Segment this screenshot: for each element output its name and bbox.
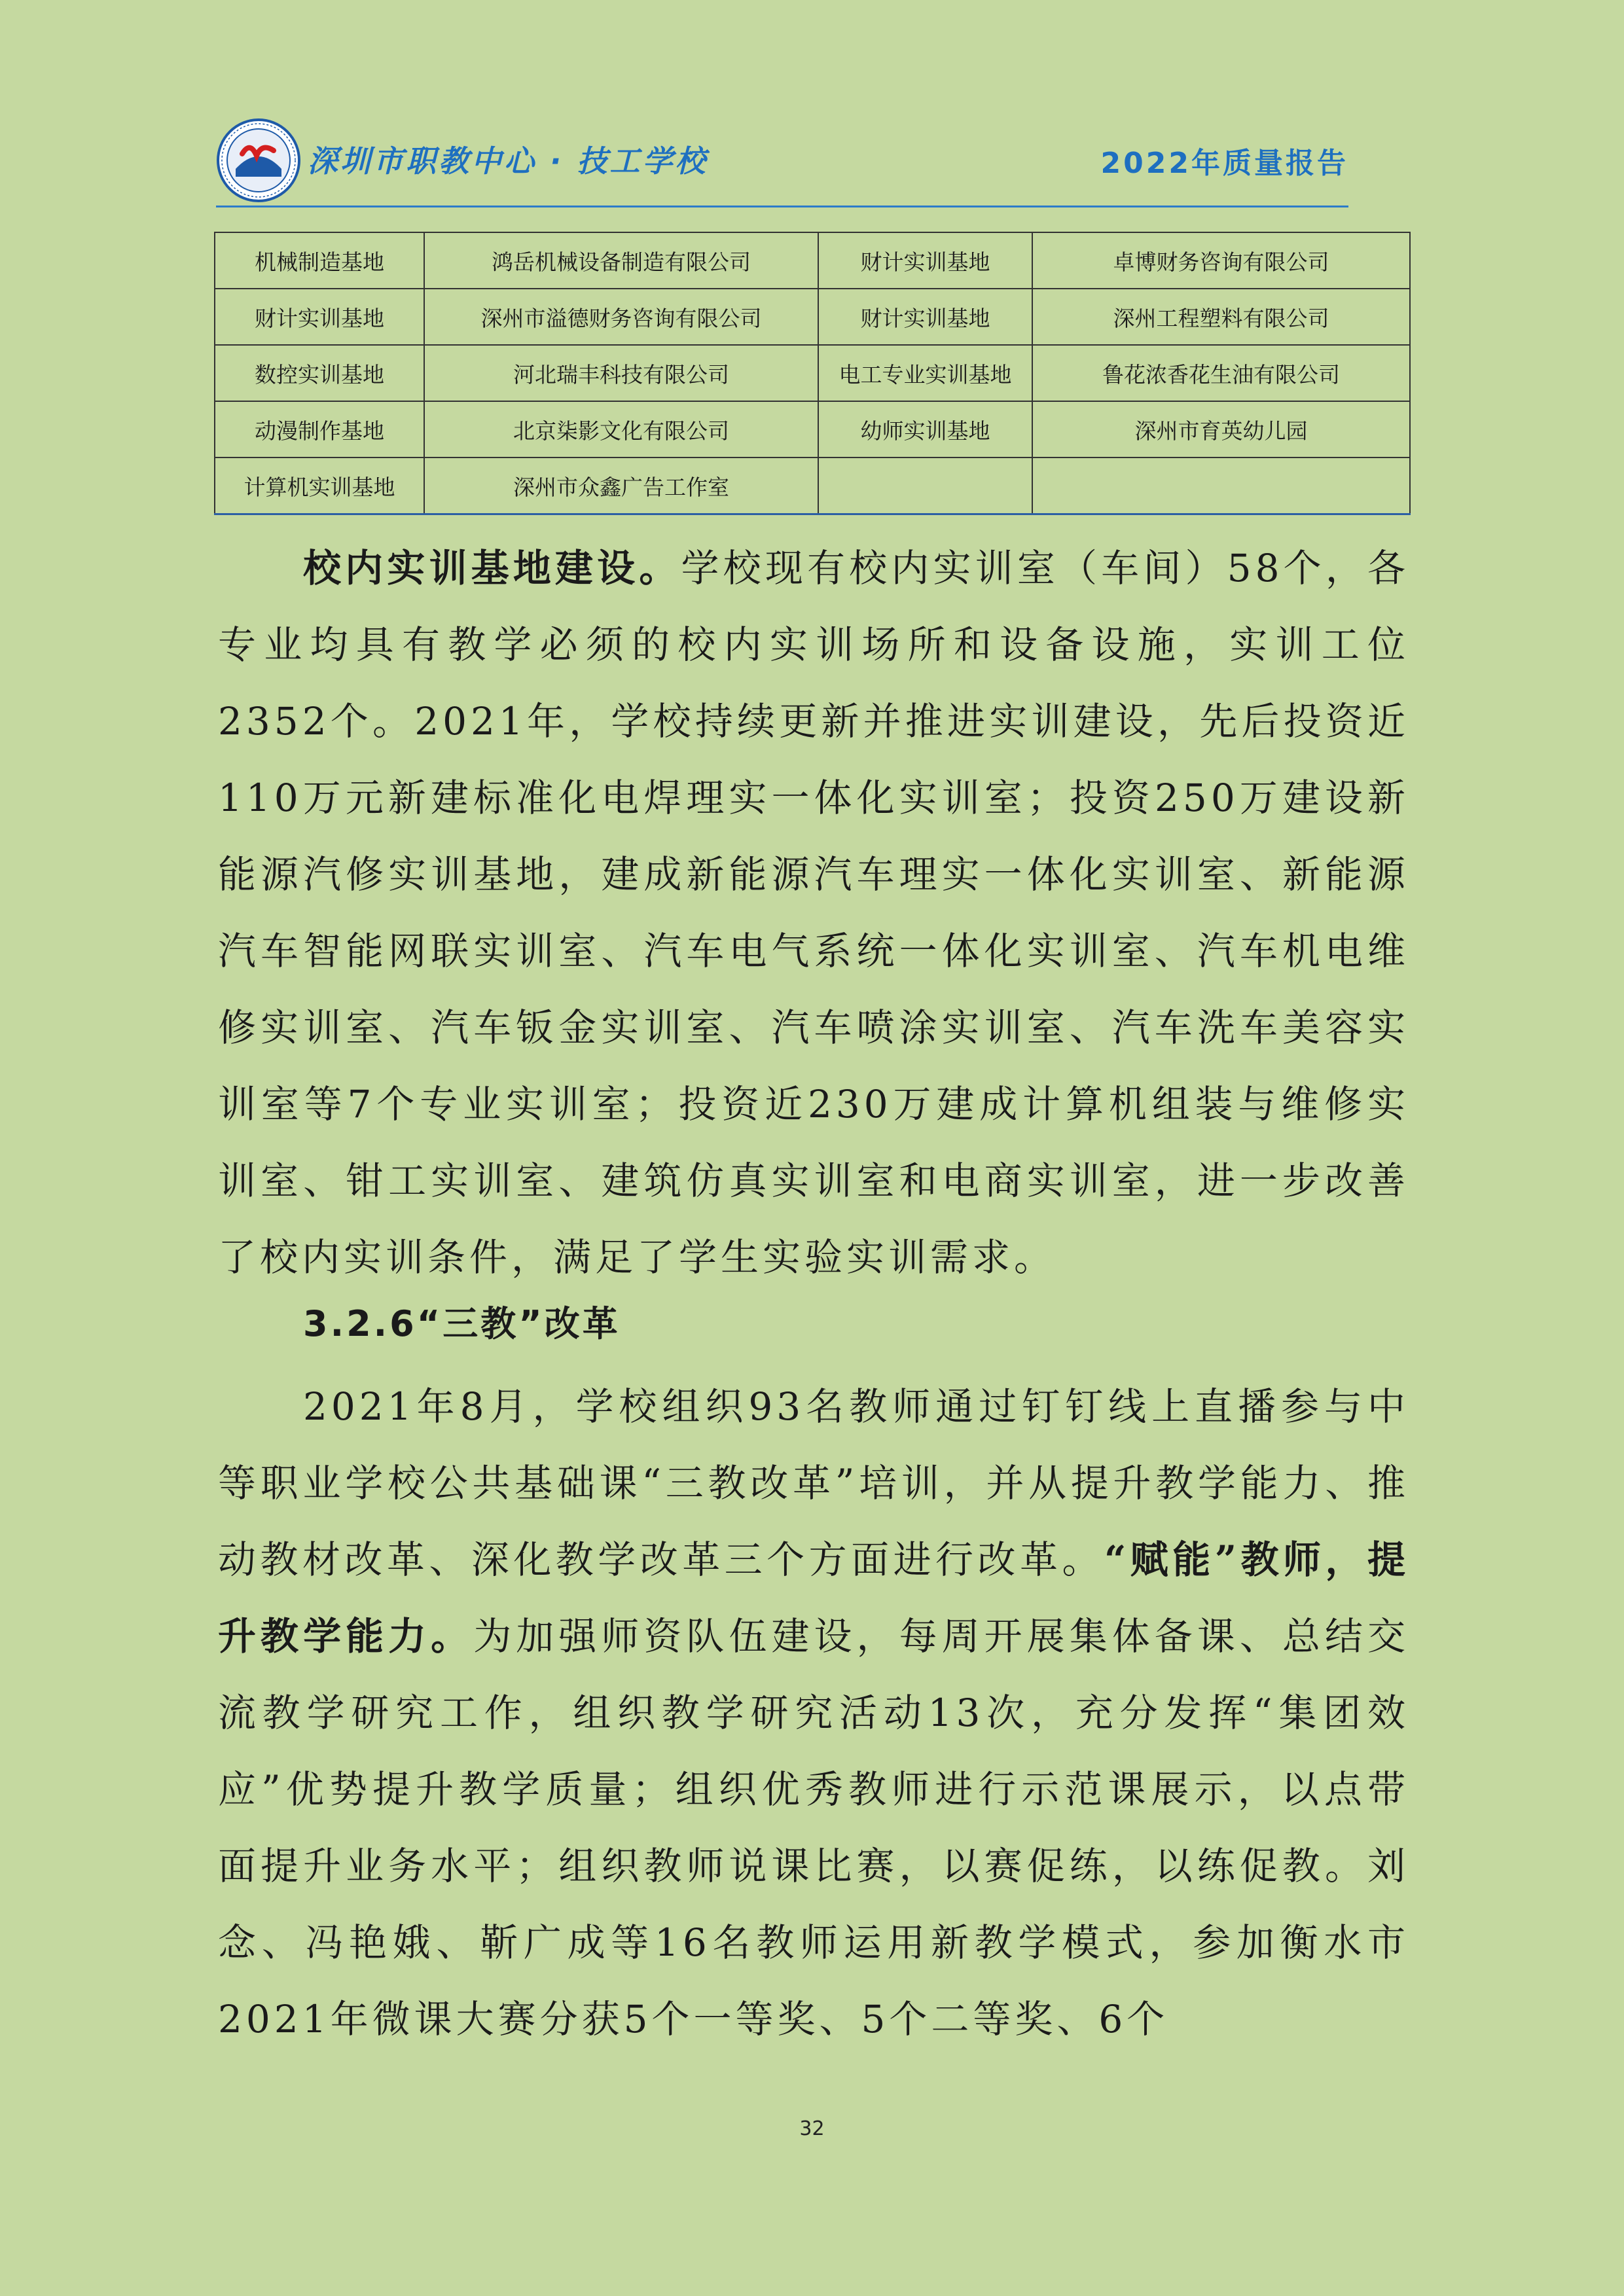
paragraph-body: 2021年8月，学校组织93名教师通过钉钉线上直播参与中等职业学校公共基础课“三教改革”培训，并从提升教学能力、推动教材改革、深化教学改革三个方面进行改革。 [218,1384,1409,1582]
table-cell: 北京柒影文化有限公司 [424,401,818,457]
paragraph-bold-phrase: “赋能”教师，提升教学能力。 [218,1537,1409,1659]
paragraph-training-bases [218,530,1409,1296]
table-row [215,289,1410,345]
table-cell [1032,457,1410,514]
paragraph-body-continued: 为加强师资队伍建设，每周开展集体备课、总结交流教学研究工作，组织教学研究活动13次，充分发挥“集团效应”优势提升教学质量；组织优秀教师进行示范课展示，以点带面提升业务水平；组织教师说课比赛，以赛促练，以练促教。刘念、冯艳娥、靳广成等16名教师运用新教学模式，参加衡水市2021年微课大赛分获5个一等奖、5个二等奖、6个 [218,1614,1409,2041]
school-emblem-logo [216,118,301,203]
table-cell: 计算机实训基地 [215,457,424,514]
paragraph-lead: 校内实训基地建设。 [303,546,681,590]
page-header [216,115,1348,209]
paragraph-body: 学校现有校内实训室（车间）58个，各专业均具有教学必须的校内实训场所和设备设施，实训工位2352个。2021年，学校持续更新并推进实训建设，先后投资近110万元新建标准化电焊理实一体化实训室；投资250万建设新能源汽修实训基地，建成新能源汽车理实一体化实训室、新能源汽车智能网联实训室、汽车电气系统一体化实训室、汽车机电维修实训室、汽车钣金实训室、汽车喷涂实训室、汽车洗车美容实训室等7个专业实训室；投资近230万建成计算机组装与维修实训室、钳工实训室、建筑仿真实训室和电商实训室，进一步改善了校内实训条件，满足了学生实验实训需求。 [218,546,1409,1280]
table-cell: 动漫制作基地 [215,401,424,457]
table-cell: 幼师实训基地 [818,401,1032,457]
table-cell: 鲁花浓香花生油有限公司 [1032,345,1410,401]
table-row [215,345,1410,401]
table-cell: 财计实训基地 [818,232,1032,289]
table-cell: 深州市育英幼儿园 [1032,401,1410,457]
paragraph-three-reforms [218,1369,1409,2058]
section-heading: 3.2.6“三教”改革 [303,1303,621,1344]
table-cell: 卓博财务咨询有限公司 [1032,232,1410,289]
training-base-table [214,232,1411,515]
report-title: 2022年质量报告 [1100,147,1348,180]
header-divider [216,206,1348,207]
table-row [215,401,1410,457]
table-cell: 鸿岳机械设备制造有限公司 [424,232,818,289]
table-cell: 深州市溢德财务咨询有限公司 [424,289,818,345]
table-cell: 数控实训基地 [215,345,424,401]
table-cell: 电工专业实训基地 [818,345,1032,401]
page-number: 32 [799,2117,825,2140]
table-cell: 财计实训基地 [818,289,1032,345]
table-cell [818,457,1032,514]
table-cell: 深州市众鑫广告工作室 [424,457,818,514]
table-cell: 财计实训基地 [215,289,424,345]
table-row [215,457,1410,514]
table-cell: 机械制造基地 [215,232,424,289]
table-cell: 河北瑞丰科技有限公司 [424,345,818,401]
school-name: 深圳市职教中心 · 技工学校 [308,143,708,179]
table-row [215,232,1410,289]
table-cell: 深州工程塑料有限公司 [1032,289,1410,345]
